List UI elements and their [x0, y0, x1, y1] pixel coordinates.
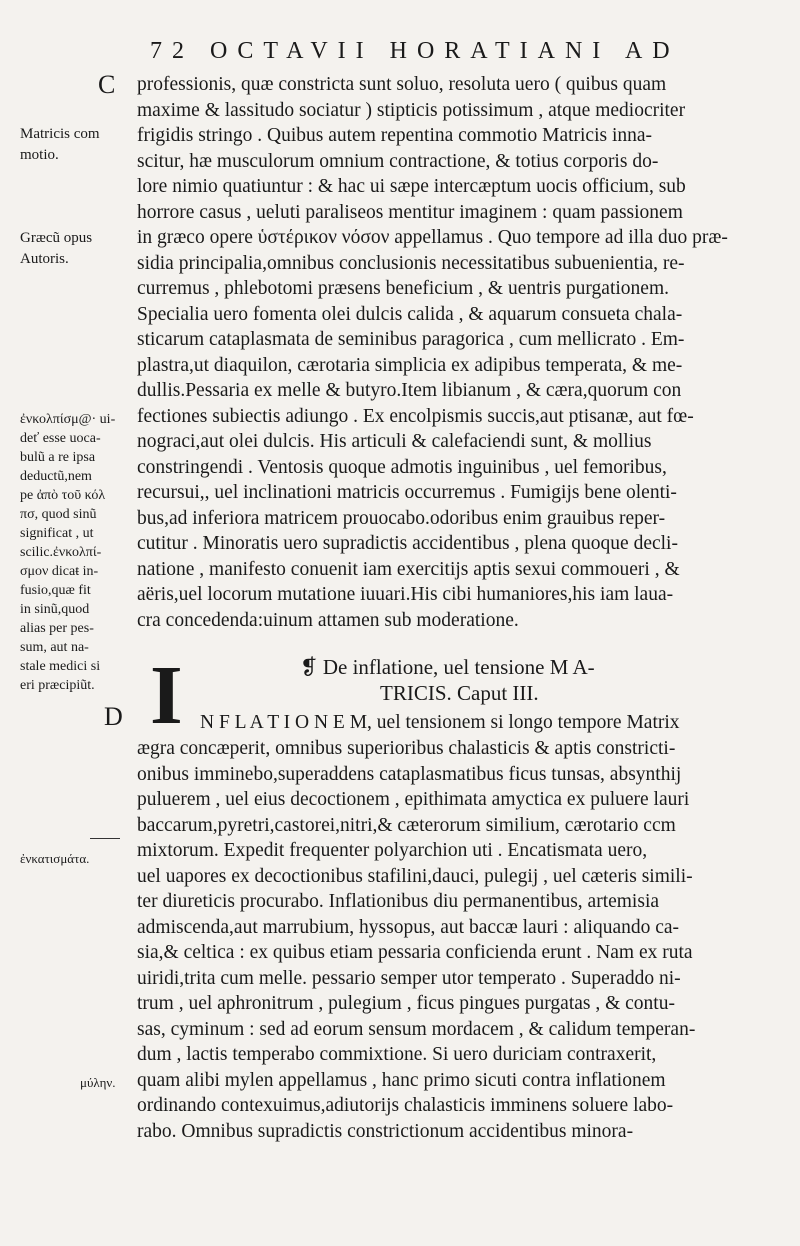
margin-note-line: alias per pes-: [20, 621, 94, 636]
margin-rule: [90, 838, 120, 839]
margin-note-enkolpismos: [20, 410, 138, 695]
text-line: bus,ad inferiora matricem prouocabo.odoribus enim grauibus reper-: [137, 507, 666, 529]
margin-note-line: μύλην.: [80, 1075, 116, 1090]
margin-note-line: Græcũ opus: [20, 230, 93, 246]
margin-note-line: scilic.ἐνκολπί-: [20, 545, 102, 560]
text-line: mixtorum. Expedit frequenter polyarchion uti . Encatismata uero,: [137, 840, 648, 861]
text-line: cra concedenda:uinum attamen sub moderatione.: [137, 609, 519, 631]
margin-note-line: deductũ,nem: [20, 469, 92, 484]
main-text-block-1: [137, 72, 792, 633]
section-letter-c: C: [98, 70, 116, 99]
text-line: fectiones subiectis adiungo . Ex encolpismis succis,aut ptisanæ, aut fœ-: [137, 405, 694, 427]
margin-note-line: in sinũ,quod: [20, 602, 90, 617]
text-line: maxime & lassitudo sociatur ) stipticis potissimum , atque mediocriter: [137, 99, 686, 121]
text-line: in græco opere ὑστέρικον νόσον appellamus . Quo tempore ad illa duo præ-: [137, 227, 728, 248]
text-line: scitur, hæ musculorum omnium contractione, & totius corporis do-: [137, 150, 659, 172]
text-line: trum , uel aphronitrum , pulegium , ficus pingues purgatas , & contu-: [137, 993, 675, 1014]
text-line: ordinando contexuimus,adiutorijs chalasticis imminens soluere labo-: [137, 1095, 674, 1116]
text-line: dum , lactis temperabo commixtione. Si uero duriciam contraxerit,: [137, 1044, 657, 1065]
margin-note-graecum: [20, 228, 138, 270]
drop-cap-initial: I: [150, 649, 183, 742]
text-line: dullis.Pessaria ex melle & butyro.Item libianum , & cæra,quorum con: [137, 380, 682, 401]
text-line: professionis, quæ constricta sunt soluo, resoluta uero ( quibus quam: [137, 74, 667, 95]
chapter-title-line-1: ❡ De inflatione, uel tensione M A-: [300, 655, 595, 679]
chapter-title-line-2: TRICIS. Caput III.: [380, 681, 539, 705]
text-line: uel uapores ex decoctionibus stafilini,dauci, pulegij , uel cæteris simili-: [137, 865, 693, 887]
text-line: lore nimio quatiuntur : & hac ui sæpe intercæptum uocis officium, sub: [137, 176, 686, 197]
margin-note-line: sum, aut na-: [20, 640, 89, 655]
text-line: sas, cyminum : sed ad eorum sensum mordacem , & calidum temperan-: [137, 1018, 696, 1040]
text-line: ægra concæperit, omnibus superioribus chalasticis & aptis constricti-: [137, 738, 676, 759]
margin-note-line: fusio,quæ fit: [20, 583, 91, 598]
margin-note-line: bulũ a re ipsa: [20, 450, 96, 465]
text-line: natione , manifesto conuenit iam exercitijs aptis sexui commoueri , &: [137, 558, 680, 580]
margin-note-line: stale medici si: [20, 659, 101, 674]
text-line: sia,& celtica : ex quibus etiam pessaria conficienda erunt . Nam ex ruta: [137, 942, 693, 963]
text-line: admiscenda,aut marrubium, hyssopus, aut baccæ lauri : aliquando ca-: [137, 916, 680, 938]
text-line: frigidis stringo . Quibus autem repentina commotio Matricis inna-: [137, 125, 653, 146]
margin-note-line: motio.: [20, 147, 59, 163]
margin-note-line: ἐνκατισμάτα.: [20, 851, 90, 866]
text-line: constringendi . Ventosis quoque admotis inguinibus , uel femoribus,: [137, 456, 667, 478]
margin-note-line: Autoris.: [20, 251, 69, 267]
text-line: plastra,ut diaquilon, cærotaria simplicia ex adipibus temperata, & me-: [137, 354, 683, 376]
margin-note-line: eri præcipiũt.: [20, 678, 95, 693]
text-line: recursui,, uel inclinationi matricis occurremus . Fumigijs bene olenti-: [137, 482, 677, 503]
text-line: onibus imminebo,superaddens cataplasmatibus ficus tunsas, absynthij: [137, 763, 682, 785]
text-line: cutitur . Minoratis uero supradictis accidentibus , plena quoque decli-: [137, 533, 678, 554]
text-line: nograci,aut olei dulcis. His articuli & calefaciendi sunt, & mollius: [137, 431, 652, 452]
margin-note-matricis: [20, 124, 138, 166]
text-line: rabo. Omnibus supradictis constrictionum accidentibus minora-: [137, 1120, 634, 1142]
text-line: uiridi,trita cum melle. pessario semper utor temperato . Superaddo ni-: [137, 967, 681, 989]
text-line: Specialia uero fomenta olei dulcis calida , & aquarum consueta chala-: [137, 303, 683, 325]
margin-note-enkatismata: [20, 848, 138, 869]
main-text-block-2: [137, 736, 792, 1144]
chapter-first-line: N F L A T I O N E M, uel tensionem si longo tempore Matrix: [200, 712, 680, 733]
text-line: sidia principalia,omnibus conclusionis necessitatibus subuenientia, re-: [137, 252, 685, 274]
section-letter-d: D: [104, 702, 123, 731]
margin-note-line: significat , ut: [20, 526, 94, 541]
text-line: puluerem , uel eius decoctionem , epithimata amyctica ex puluere lauri: [137, 789, 690, 810]
text-line: sticarum cataplasmata de seminibus paragorica , cum mellicrato . Em-: [137, 329, 685, 350]
text-line: quam alibi mylen appellamus , hanc primo sicuti contra inflationem: [137, 1069, 666, 1091]
margin-note-line: deť esse uoca-: [20, 431, 101, 446]
text-line: horrore casus , ueluti paraliseos mentitur imaginem : quam passionem: [137, 201, 683, 223]
text-line: aëris,uel locorum mutatione iuuari.His cibi humaniores,his iam laua-: [137, 584, 674, 605]
margin-note-line: πσ, quod sinũ: [20, 507, 97, 522]
chapter-heading: [300, 654, 720, 706]
margin-note-line: pe ἀπὸ τοῦ κόλ: [20, 488, 106, 503]
margin-note-line: Matricis com: [20, 126, 100, 142]
text-line: ter diureticis procurabo. Inflationibus diu permanentibus, artemisia: [137, 891, 660, 912]
margin-note-line: σμον dicaŧ in-: [20, 564, 99, 579]
text-line: curremus , phlebotomi præsens beneficium , & uentris purgationem.: [137, 278, 669, 299]
text-line: baccarum,pyretri,castorei,nitri,& cæterorum similium, cærotario ccm: [137, 814, 676, 836]
running-header: 72 OCTAVII HORATIANI AD: [150, 38, 680, 64]
margin-note-line: ἐνκολπίσμ@· ui-: [20, 412, 116, 427]
